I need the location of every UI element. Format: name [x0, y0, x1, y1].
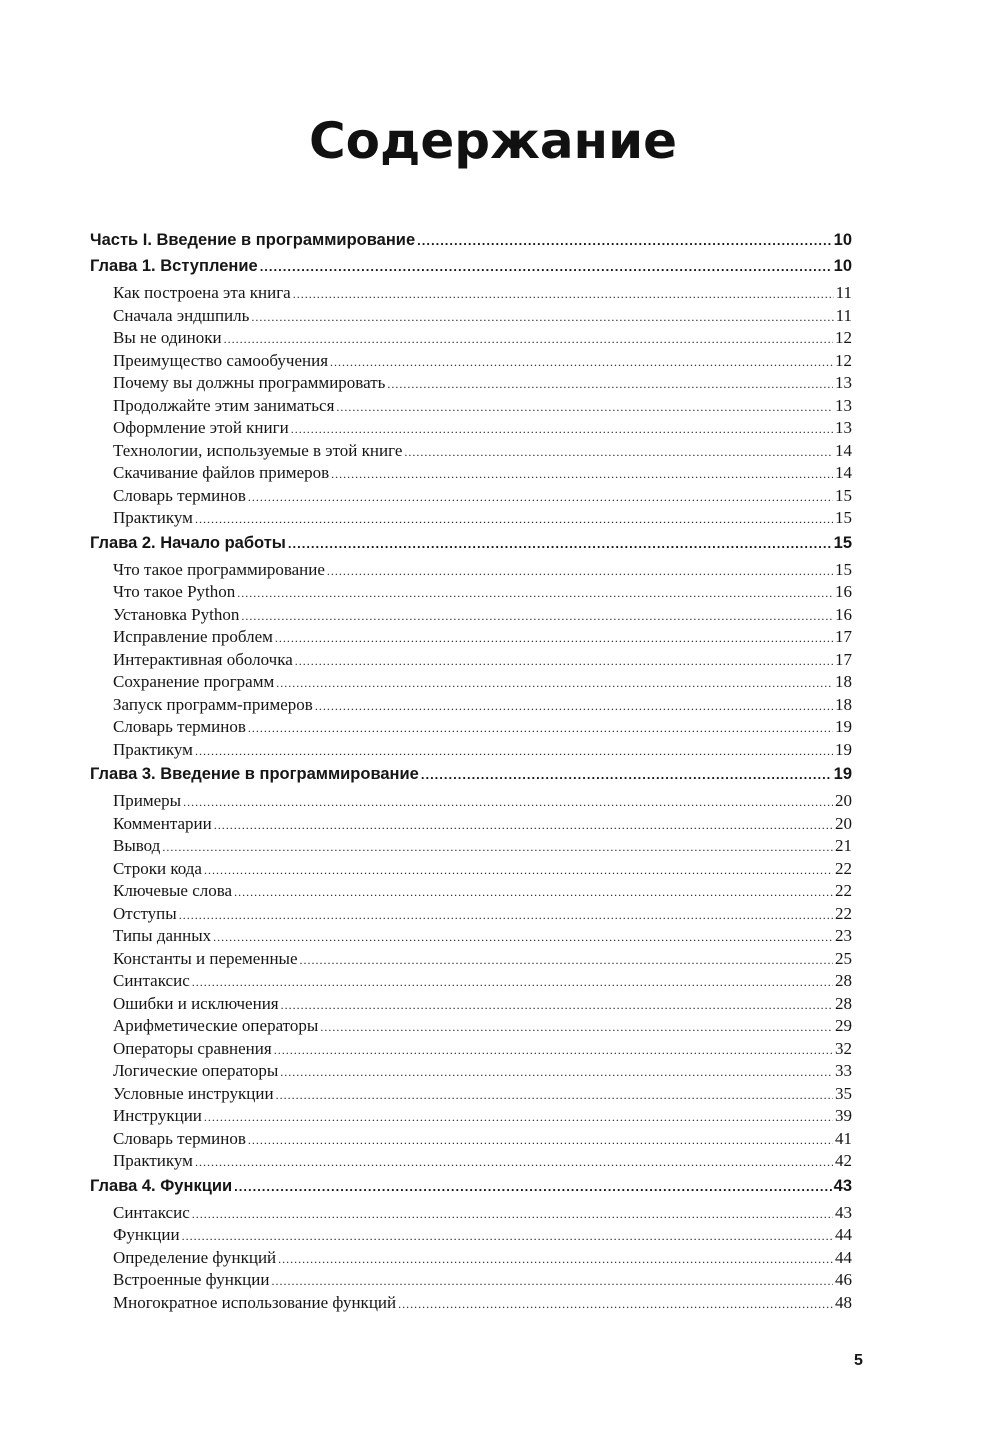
toc-chapter-entry[interactable] [90, 761, 852, 787]
toc-section-entry[interactable] [90, 903, 852, 926]
toc-dot-leader [237, 582, 833, 605]
toc-entry-label: Технологии, используемые в этой книге [113, 440, 403, 460]
toc-dot-leader [224, 328, 833, 351]
toc-entry-page: 25 [835, 948, 852, 968]
toc-section-entry[interactable] [90, 716, 852, 739]
toc-entry-page: 18 [835, 694, 852, 714]
toc-entry-label: Вы не одиноки [113, 328, 222, 347]
toc-section-entry[interactable] [90, 694, 852, 717]
toc-section-entry[interactable] [90, 440, 852, 463]
toc-dot-leader [295, 650, 833, 673]
toc-entry-page: 44 [835, 1247, 852, 1267]
toc-entry-label: Как построена эта книга [113, 283, 291, 302]
toc-dot-leader [276, 1084, 833, 1107]
toc-dot-leader [195, 508, 833, 531]
toc-entry-page: 43 [835, 1202, 852, 1222]
toc-entry-page: 17 [835, 627, 852, 646]
toc-chapter-entry[interactable] [90, 1173, 852, 1199]
toc-dot-leader [291, 418, 833, 441]
toc-section-entry[interactable] [90, 671, 852, 694]
toc-section-entry[interactable] [90, 1292, 852, 1315]
toc-entry-label: Глава 3. Введение в программирование [90, 765, 419, 783]
toc-section-entry[interactable] [90, 835, 852, 858]
toc-dot-leader [192, 1203, 833, 1226]
toc-section-entry[interactable] [90, 880, 852, 903]
toc-dot-leader [214, 814, 833, 837]
toc-section-entry[interactable] [90, 417, 852, 440]
table-of-contents [90, 227, 852, 1314]
toc-section-entry[interactable] [90, 970, 852, 993]
toc-entry-page: 42 [835, 1151, 852, 1170]
toc-dot-leader [280, 1061, 833, 1084]
toc-entry-label: Комментарии [113, 813, 212, 833]
toc-section-entry[interactable] [90, 948, 852, 971]
toc-section-entry[interactable] [90, 1269, 852, 1292]
toc-dot-leader [320, 1016, 833, 1039]
toc-dot-leader [183, 791, 833, 814]
toc-entry-label: Операторы сравнения [113, 1038, 272, 1058]
toc-entry-page: 20 [835, 791, 852, 810]
toc-entry-label: Скачивание файлов примеров [113, 463, 330, 482]
toc-section-entry[interactable] [90, 305, 852, 328]
toc-entry-page: 35 [835, 1083, 852, 1103]
toc-entry-page: 20 [835, 813, 852, 833]
toc-entry-label: Что такое программирование [113, 559, 325, 579]
toc-entry-page: 16 [835, 604, 852, 624]
toc-dot-leader [278, 1248, 833, 1271]
toc-entry-label: Типы данных [113, 926, 212, 945]
toc-entry-page: 15 [835, 559, 852, 579]
toc-entry-label: Глава 1. Вступление [90, 257, 258, 275]
toc-entry-label: Часть I. Введение в программирование [90, 231, 416, 249]
toc-dot-leader [417, 228, 832, 254]
toc-entry-label: Продолжайте этим заниматься [113, 395, 335, 415]
toc-section-entry[interactable] [90, 462, 852, 485]
toc-dot-leader [271, 1270, 833, 1293]
toc-entry-page: 33 [835, 1061, 852, 1080]
toc-entry-label: Вывод [113, 836, 161, 855]
toc-dot-leader [179, 904, 833, 927]
toc-entry-label: Инструкции [113, 1106, 202, 1125]
toc-entry-label: Оформление этой книги [113, 418, 289, 437]
toc-dot-leader [195, 740, 833, 763]
toc-dot-leader [248, 1129, 833, 1152]
toc-entry-label: Ключевые слова [113, 881, 233, 900]
toc-section-entry[interactable] [90, 395, 852, 418]
toc-dot-leader [195, 1151, 833, 1174]
toc-entry-page: 15 [833, 533, 852, 552]
toc-entry-page: 23 [835, 926, 852, 945]
toc-entry-label: Практикум [113, 1151, 193, 1170]
page-number: 5 [854, 1352, 863, 1369]
toc-dot-leader [336, 396, 833, 419]
toc-section-entry[interactable] [90, 858, 852, 881]
toc-entry-page: 46 [835, 1270, 852, 1289]
toc-entry-label: Сначала эндшпиль [113, 305, 250, 325]
toc-entry-page: 32 [835, 1038, 852, 1058]
toc-entry-label: Глава 4. Функции [90, 1176, 233, 1195]
toc-entry-page: 19 [833, 765, 852, 783]
toc-dot-leader [260, 254, 832, 280]
toc-dot-leader [327, 560, 833, 583]
toc-section-entry[interactable] [90, 604, 852, 627]
toc-entry-page: 48 [835, 1292, 852, 1312]
toc-entry-label: Словарь терминов [113, 1128, 246, 1148]
toc-section-entry[interactable] [90, 1224, 852, 1247]
toc-entry-label: Почему вы должны программировать [113, 373, 386, 392]
toc-section-entry[interactable] [90, 993, 852, 1016]
toc-entry-label: Интерактивная оболочка [113, 649, 293, 669]
toc-entry-page: 28 [835, 971, 852, 990]
toc-entry-label: Ошибки и исключения [113, 993, 279, 1013]
toc-entry-label: Константы и переменные [113, 948, 298, 968]
toc-entry-page: 43 [833, 1176, 852, 1195]
toc-dot-leader [274, 1039, 833, 1062]
toc-entry-page: 16 [835, 582, 852, 601]
toc-entry-label: Практикум [113, 739, 193, 759]
toc-entry-page: 10 [833, 257, 852, 275]
toc-dot-leader [204, 1106, 833, 1129]
toc-section-entry[interactable] [90, 1083, 852, 1106]
toc-entry-label: Функции [113, 1225, 180, 1244]
toc-dot-leader [331, 463, 833, 486]
toc-section-entry[interactable] [90, 559, 852, 582]
toc-section-entry[interactable] [90, 1105, 852, 1128]
toc-entry-label: Синтаксис [113, 971, 190, 990]
toc-entry-label: Строки кода [113, 858, 202, 878]
toc-section-entry[interactable] [90, 739, 852, 762]
toc-entry-page: 39 [835, 1106, 852, 1125]
toc-section-entry[interactable] [90, 1247, 852, 1270]
toc-section-entry[interactable] [90, 372, 852, 395]
toc-dot-leader [192, 971, 833, 994]
toc-entry-label: Многократное использование функций [113, 1292, 397, 1312]
toc-chapter-entry[interactable] [90, 227, 852, 253]
toc-section-entry[interactable] [90, 282, 852, 305]
toc-dot-leader [248, 717, 833, 740]
toc-entry-label: Словарь терминов [113, 717, 246, 736]
toc-entry-page: 44 [835, 1225, 852, 1244]
toc-entry-page: 12 [835, 328, 852, 347]
toc-section-entry[interactable] [90, 485, 852, 508]
toc-section-entry[interactable] [90, 507, 852, 530]
toc-section-entry[interactable] [90, 813, 852, 836]
toc-entry-page: 19 [835, 717, 852, 736]
toc-dot-leader [234, 1174, 832, 1200]
toc-entry-page: 11 [835, 305, 852, 325]
toc-section-entry[interactable] [90, 1202, 852, 1225]
toc-entry-page: 14 [835, 463, 852, 482]
toc-chapter-entry[interactable] [90, 530, 852, 556]
toc-entry-page: 22 [835, 881, 852, 900]
toc-dot-leader [398, 1293, 833, 1316]
toc-entry-page: 28 [835, 993, 852, 1013]
toc-entry-page: 14 [835, 440, 852, 460]
toc-entry-label: Условные инструкции [113, 1083, 274, 1103]
toc-entry-page: 13 [835, 395, 852, 415]
toc-dot-leader [213, 926, 833, 949]
toc-entry-page: 10 [833, 231, 852, 249]
toc-section-entry[interactable] [90, 649, 852, 672]
toc-entry-page: 13 [835, 373, 852, 392]
toc-entry-page: 17 [835, 649, 852, 669]
toc-entry-label: Что такое Python [113, 582, 236, 601]
toc-section-entry[interactable] [90, 790, 852, 813]
toc-dot-leader [288, 531, 832, 557]
toc-entry-label: Исправление проблем [113, 627, 273, 646]
toc-dot-leader [404, 441, 833, 464]
toc-entry-page: 15 [835, 508, 852, 527]
toc-dot-leader [293, 283, 834, 306]
toc-entry-label: Преимущество самообучения [113, 350, 329, 370]
toc-entry-label: Арифметические операторы [113, 1016, 319, 1035]
toc-dot-leader [182, 1225, 833, 1248]
toc-dot-leader [162, 836, 833, 859]
toc-dot-leader [275, 627, 833, 650]
toc-entry-label: Практикум [113, 508, 193, 527]
toc-entry-label: Определение функций [113, 1247, 277, 1267]
toc-entry-label: Встроенные функции [113, 1270, 270, 1289]
toc-entry-page: 12 [835, 350, 852, 370]
toc-chapter-entry[interactable] [90, 253, 852, 279]
toc-entry-label: Синтаксис [113, 1202, 190, 1222]
toc-section-entry[interactable] [90, 581, 852, 604]
toc-entry-page: 22 [835, 903, 852, 923]
toc-section-entry[interactable] [90, 327, 852, 350]
toc-dot-leader [234, 881, 833, 904]
toc-dot-leader [251, 306, 833, 329]
toc-section-entry[interactable] [90, 626, 852, 649]
toc-entry-label: Установка Python [113, 604, 240, 624]
toc-entry-label: Запуск программ-примеров [113, 694, 313, 714]
toc-dot-leader [330, 351, 833, 374]
toc-dot-leader [241, 605, 833, 628]
toc-entry-label: Отступы [113, 903, 177, 923]
toc-dot-leader [281, 994, 833, 1017]
toc-entry-label: Примеры [113, 791, 182, 810]
toc-entry-label: Логические операторы [113, 1061, 279, 1080]
toc-section-entry[interactable] [90, 350, 852, 373]
toc-entry-page: 29 [835, 1016, 852, 1035]
toc-entry-page: 21 [835, 836, 852, 855]
toc-entry-page: 11 [835, 283, 852, 302]
toc-dot-leader [315, 695, 833, 718]
toc-dot-leader [421, 762, 832, 788]
toc-entry-page: 41 [835, 1128, 852, 1148]
toc-dot-leader [248, 486, 833, 509]
toc-dot-leader [300, 949, 833, 972]
page-title: Содержание [308, 112, 678, 170]
toc-section-entry[interactable] [90, 1128, 852, 1151]
toc-entry-page: 19 [835, 739, 852, 759]
toc-dot-leader [387, 373, 833, 396]
toc-dot-leader [276, 672, 833, 695]
toc-entry-page: 13 [835, 418, 852, 437]
toc-section-entry[interactable] [90, 1150, 852, 1173]
toc-entry-page: 18 [835, 672, 852, 691]
toc-section-entry[interactable] [90, 1060, 852, 1083]
toc-entry-page: 15 [835, 485, 852, 505]
toc-dot-leader [204, 859, 833, 882]
toc-section-entry[interactable] [90, 1015, 852, 1038]
toc-entry-label: Словарь терминов [113, 485, 246, 505]
toc-entry-page: 22 [835, 858, 852, 878]
toc-entry-label: Сохранение программ [113, 672, 275, 691]
toc-entry-label: Глава 2. Начало работы [90, 533, 286, 552]
toc-section-entry[interactable] [90, 925, 852, 948]
toc-section-entry[interactable] [90, 1038, 852, 1061]
